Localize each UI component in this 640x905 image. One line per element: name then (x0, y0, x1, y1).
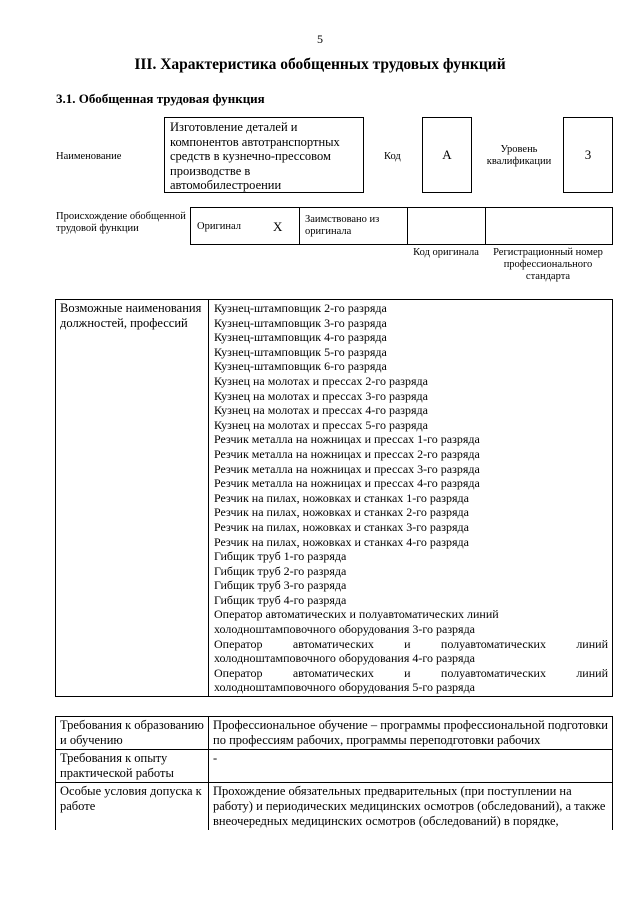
level-value: 3 (563, 117, 613, 193)
positions-table (55, 299, 613, 697)
original-label: Оригинал (197, 221, 241, 232)
word: линий (576, 665, 608, 680)
position-item: Резчик металла на ножницах и прессах 3-го разряда (214, 461, 480, 476)
origin-cell-original (191, 208, 299, 244)
word: автоматических (292, 636, 374, 651)
positions-label: Возможные наименования должностей, профессий (56, 300, 209, 697)
position-item-cont: холодноштамповочного оборудования 4-го разряда (214, 651, 476, 666)
level-label: Уровень квалификации (486, 144, 552, 167)
borrowed-label: Заимствовано из оригинала (305, 214, 380, 237)
position-item: Кузнец на молотах и прессах 3-го разряда (214, 388, 428, 403)
position-item-cont: холодноштамповочного оборудования 3-го разряда (214, 622, 476, 637)
word: линий (576, 636, 608, 651)
position-item: Кузнец на молотах и прессах 5-го разряда (214, 417, 428, 432)
requirements-table (55, 716, 613, 830)
origin-label: Происхождение обобщенной трудовой функции (56, 211, 186, 234)
position-item-cont: холодноштамповочного оборудования 5-го разряда (214, 680, 476, 695)
position-item (214, 666, 608, 681)
positions-list (209, 300, 613, 697)
special-value: Прохождение обязательных предварительных (при поступлении на работу) и периодических медицинских осмотров (обследований), а также внеочередных медицинских осмотров (обследований) в порядке, (209, 783, 613, 831)
word: полуавтоматических (440, 665, 546, 680)
origin-box (190, 207, 613, 245)
original-mark: X (273, 219, 283, 234)
position-item: Гибщик труб 3-го разряда (214, 578, 347, 593)
word: полуавтоматических (440, 636, 546, 651)
position-item: Гибщик труб 1-го разряда (214, 549, 347, 564)
position-item: Кузнец-штамповщик 6-го разряда (214, 359, 387, 374)
position-item: Резчик на пилах, ножовках и станках 2-го разряда (214, 505, 469, 520)
special-label: Особые условия допуска к работе (56, 783, 209, 831)
name-value-box (164, 117, 364, 193)
page-number: 5 (317, 32, 323, 46)
name-value: Изготовление деталей и компонентов автотранспортных средств в кузнечно-прессовом производстве в автомобилестроении (170, 120, 340, 192)
position-item: Резчик на пилах, ножовках и станках 4-го разряда (214, 534, 469, 549)
word: и (404, 665, 411, 680)
experience-value: - (209, 750, 613, 783)
origin-cell-reg (486, 208, 612, 244)
position-item: Кузнец-штамповщик 4-го разряда (214, 330, 387, 345)
reg-number-caption: Регистрационный номер профессионального стандарта (493, 247, 603, 282)
position-item: Гибщик труб 4-го разряда (214, 592, 347, 607)
position-item: Кузнец-штамповщик 5-го разряда (214, 344, 387, 359)
section-title: III. Характеристика обобщенных трудовых функций (134, 56, 506, 73)
position-item: Резчик металла на ножницах и прессах 1-го разряда (214, 432, 480, 447)
word: Оператор (214, 636, 263, 651)
origin-cell-borrowed (299, 208, 408, 244)
name-label: Наименование (56, 151, 122, 162)
position-item: Кузнец на молотах и прессах 4-го разряда (214, 403, 428, 418)
word: автоматических (292, 665, 374, 680)
position-item (214, 637, 608, 652)
position-item: Оператор автоматических и полуавтоматических линий (214, 607, 499, 622)
position-item: Кузнец на молотах и прессах 2-го разряда (214, 373, 428, 388)
experience-label: Требования к опыту практической работы (56, 750, 209, 783)
position-item: Гибщик труб 2-го разряда (214, 563, 347, 578)
position-item: Резчик на пилах, ножовках и станках 3-го разряда (214, 519, 469, 534)
word: Оператор (214, 665, 263, 680)
position-item: Резчик на пилах, ножовках и станках 1-го разряда (214, 490, 469, 505)
education-label: Требования к образованию и обучению (56, 717, 209, 750)
subsection-title: 3.1. Обобщенная трудовая функция (56, 91, 265, 106)
position-item: Резчик металла на ножницах и прессах 2-го разряда (214, 446, 480, 461)
code-value: А (422, 117, 472, 193)
code-label: Код (384, 151, 401, 162)
origin-cell-code (408, 208, 486, 244)
word: и (404, 636, 411, 651)
education-value: Профессиональное обучение – программы профессиональной подготовки по профессиям рабочих, программы переподготовки рабочих (209, 717, 613, 750)
code-original-caption: Код оригинала (413, 247, 479, 258)
position-item: Кузнец-штамповщик 3-го разряда (214, 315, 387, 330)
position-item: Резчик металла на ножницах и прессах 4-го разряда (214, 476, 480, 491)
position-item: Кузнец-штамповщик 2-го разряда (214, 301, 387, 315)
